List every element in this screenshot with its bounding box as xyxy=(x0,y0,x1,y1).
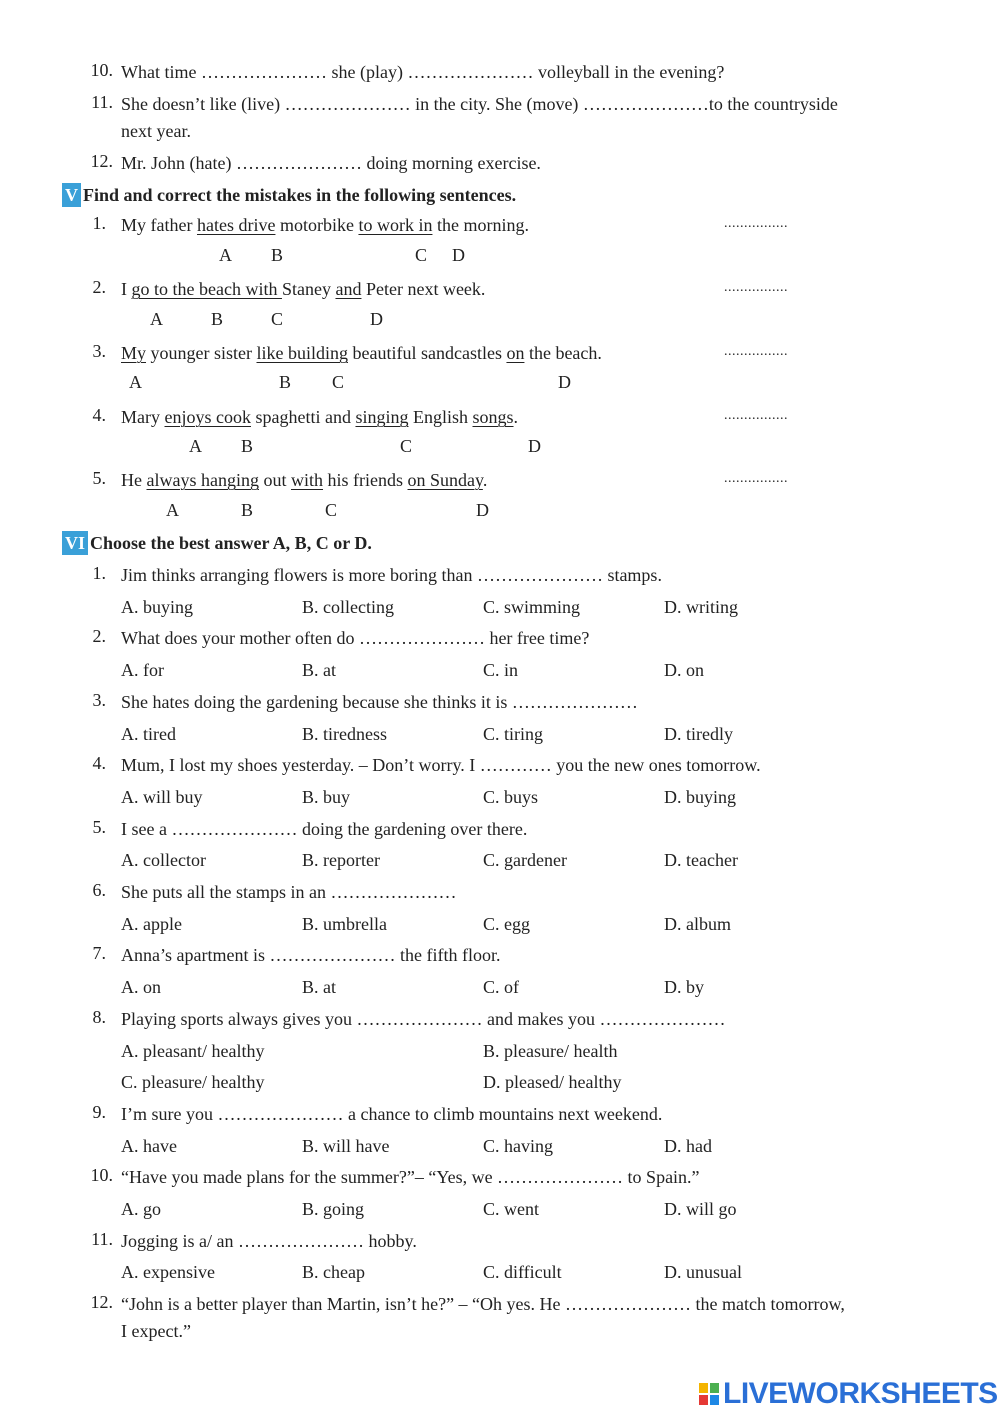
section-vi-title: Choose the best answer A, B, C or D. xyxy=(90,533,372,553)
answer-option-b[interactable]: B. at xyxy=(302,977,336,998)
logo-text: LIVEWORKSHEETS xyxy=(723,1377,998,1410)
question-text: “Have you made plans for the summer?”– “Yes, we ………………… to Spain.” xyxy=(121,1167,700,1188)
question-text: Playing sports always gives you ………………… and makes you ………………… xyxy=(121,1008,726,1029)
answer-option-c[interactable]: C. buys xyxy=(483,786,539,807)
liveworksheets-logo xyxy=(698,1378,998,1410)
answer-option-b[interactable]: B. at xyxy=(302,660,336,681)
question-number: 12. xyxy=(90,1292,113,1313)
question-text: Mum, I lost my shoes yesterday. – Don’t worry. I ………… you the new ones tomorrow. xyxy=(121,755,761,776)
answer-option-a[interactable]: A. have xyxy=(121,1135,177,1156)
question-text: “John is a better player than Martin, isn’t he?” – “Oh yes. He ………………… the match tomorrow, xyxy=(121,1294,845,1315)
question-text: I see a ………………… doing the gardening over there. xyxy=(121,818,528,839)
question-number: 7. xyxy=(92,943,106,964)
answer-option-b[interactable]: B. going xyxy=(302,1199,365,1219)
answer-option-a[interactable]: A. for xyxy=(121,660,164,681)
question-number: 1. xyxy=(92,563,106,583)
answer-blank[interactable]: ................ xyxy=(724,280,788,295)
answer-option-b[interactable]: B. reporter xyxy=(302,850,380,871)
answer-option-d[interactable]: D. had xyxy=(664,1135,712,1156)
answer-option-a[interactable]: A. on xyxy=(121,977,161,998)
answer-option-c[interactable]: C. in xyxy=(483,660,519,681)
answer-option-d[interactable]: D. pleased/ healthy xyxy=(483,1072,622,1093)
answer-option-c[interactable]: C. went xyxy=(483,1199,539,1219)
answer-option-b[interactable]: B. collecting xyxy=(302,596,394,617)
answer-option-d[interactable]: D. by xyxy=(664,977,704,998)
answer-blank[interactable]: ................ xyxy=(724,216,788,231)
section-vi-badge: VI xyxy=(62,531,88,555)
answer-option-a[interactable]: A. collector xyxy=(121,850,206,871)
answer-blank[interactable]: ................ xyxy=(724,408,788,423)
answer-option-b[interactable]: B. will have xyxy=(302,1135,390,1156)
answer-option-c[interactable]: C. difficult xyxy=(483,1262,562,1283)
question-text: Jim thinks arranging flowers is more boring than ………………… stamps. xyxy=(121,565,662,585)
answer-option-a[interactable]: A. go xyxy=(121,1199,161,1219)
section-v-heading xyxy=(62,183,516,207)
answer-option-b[interactable]: B. cheap xyxy=(302,1262,365,1283)
answer-option-d[interactable]: D. album xyxy=(664,913,731,934)
answer-option-b[interactable]: B. tiredness xyxy=(302,723,387,744)
question-number: 6. xyxy=(92,880,106,900)
question-text: Anna’s apartment is ………………… the fifth floor. xyxy=(121,945,501,966)
answer-option-d[interactable]: D. writing xyxy=(664,596,738,617)
answer-option-d[interactable]: D. will go xyxy=(664,1199,737,1219)
answer-option-a[interactable]: A. pleasant/ healthy xyxy=(121,1040,265,1061)
answer-option-a[interactable]: A. buying xyxy=(121,596,193,617)
answer-option-c[interactable]: C. gardener xyxy=(483,850,567,871)
answer-blank[interactable]: ................ xyxy=(724,471,788,486)
question-text: What does your mother often do ………………… her free time? xyxy=(121,628,590,649)
answer-option-a[interactable]: A. expensive xyxy=(121,1262,215,1283)
question-text: She hates doing the gardening because she thinks it is ………………… xyxy=(121,691,638,712)
question-number: 8. xyxy=(92,1006,106,1027)
answer-option-c[interactable]: C. tiring xyxy=(483,723,544,744)
answer-option-b[interactable]: B. pleasure/ health xyxy=(483,1040,618,1061)
question-number: 11. xyxy=(91,1228,113,1249)
answer-option-b[interactable]: B. umbrella xyxy=(302,913,387,934)
answer-option-a[interactable]: A. tired xyxy=(121,723,176,744)
answer-option-c[interactable]: C. pleasure/ healthy xyxy=(121,1072,265,1093)
question-text: Jogging is a/ an ………………… hobby. xyxy=(121,1230,417,1251)
question-text: I’m sure you ………………… a chance to climb mountains next weekend. xyxy=(121,1103,663,1124)
answer-option-a[interactable]: A. apple xyxy=(121,913,182,934)
answer-option-d[interactable]: D. teacher xyxy=(664,850,738,871)
answer-option-c[interactable]: C. having xyxy=(483,1135,553,1156)
section-v-badge: V xyxy=(62,183,81,207)
section-vi-heading xyxy=(62,531,372,555)
question-number: 4. xyxy=(92,753,106,774)
question-number: 5. xyxy=(92,816,106,837)
answer-option-d[interactable]: D. unusual xyxy=(664,1262,742,1283)
answer-option-b[interactable]: B. buy xyxy=(302,786,351,807)
logo-mark-icon xyxy=(698,1382,720,1406)
answer-option-a[interactable]: A. will buy xyxy=(121,786,203,807)
answer-option-c[interactable]: C. of xyxy=(483,977,519,998)
answer-option-c[interactable]: C. swimming xyxy=(483,596,581,617)
question-text: She puts all the stamps in an ………………… xyxy=(121,882,457,902)
answer-option-c[interactable]: C. egg xyxy=(483,913,530,934)
question-number: 3. xyxy=(92,689,106,710)
question-number: 9. xyxy=(92,1101,106,1122)
section-v-title: Find and correct the mistakes in the following sentences. xyxy=(83,185,517,205)
question-number: 10. xyxy=(90,1165,113,1186)
answer-blank[interactable]: ................ xyxy=(724,344,788,359)
answer-option-d[interactable]: D. buying xyxy=(664,786,736,807)
question-text-continued: I expect.” xyxy=(121,1320,191,1341)
question-number: 2. xyxy=(92,626,106,647)
answer-option-d[interactable]: D. on xyxy=(664,660,704,681)
answer-option-d[interactable]: D. tiredly xyxy=(664,723,733,744)
